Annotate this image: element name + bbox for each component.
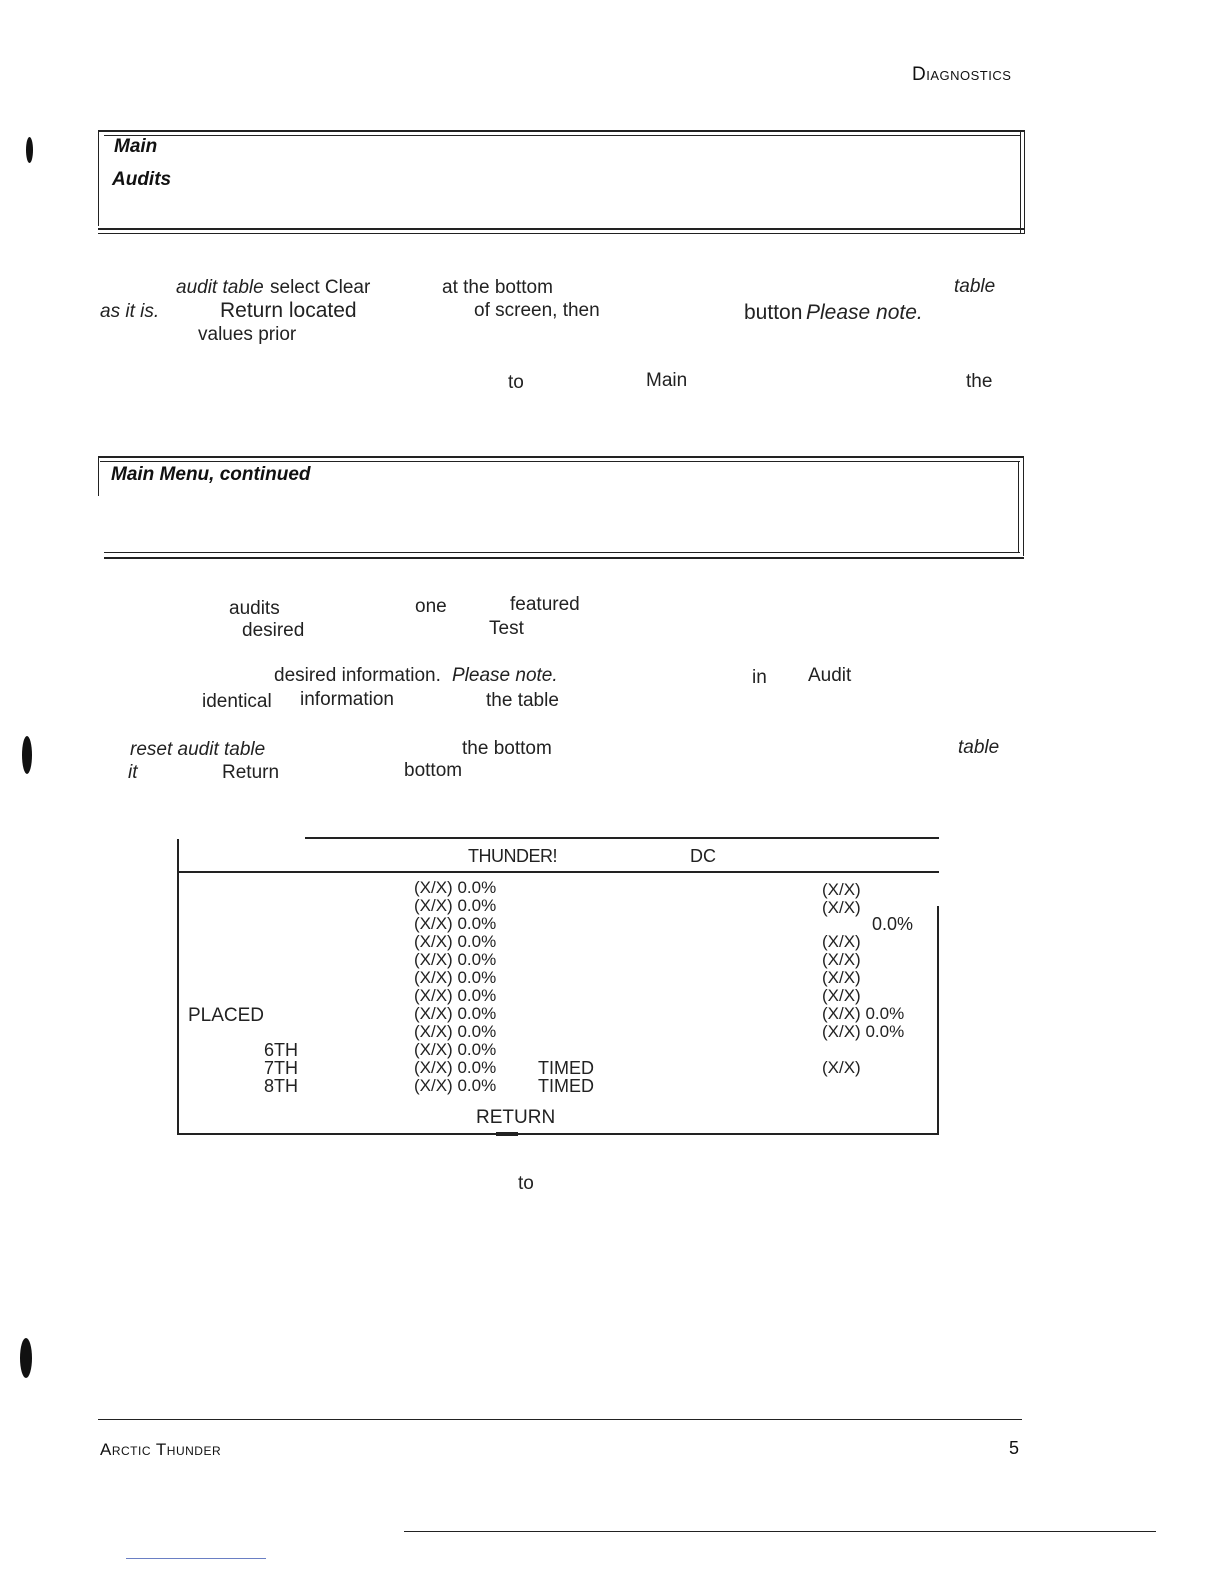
punch-mark	[20, 1338, 32, 1378]
text-fragment: featured	[510, 594, 580, 615]
table-cell: (X/X)	[822, 1058, 861, 1077]
text-fragment: it	[128, 762, 138, 783]
text-fragment: desired information.	[274, 665, 441, 686]
table-cell: (X/X) 0.0%	[414, 1004, 497, 1023]
table-cell: (X/X) 0.0%	[414, 914, 497, 933]
timed-label: TIMED	[538, 1076, 594, 1096]
table-cell: (X/X) 0.0%	[822, 1022, 905, 1041]
text-fragment: one	[415, 596, 447, 617]
table-cell: (X/X) 0.0%	[414, 1040, 497, 1059]
text-fragment: to	[508, 372, 524, 393]
place-label-8th: 8TH	[264, 1076, 299, 1096]
text-fragment: the table	[486, 690, 559, 711]
place-label-7th: 7TH	[264, 1058, 299, 1078]
table-cell: (X/X) 0.0%	[414, 950, 497, 969]
text-fragment: audits	[229, 598, 280, 619]
text-fragment: audit table	[176, 277, 264, 298]
table-cell: (X/X) 0.0%	[414, 932, 497, 951]
text-fragment: identical	[202, 691, 272, 712]
text-fragment: the bottom	[462, 738, 552, 759]
text-fragment: button	[744, 301, 803, 324]
footer-title: Arctic Thunder	[100, 1440, 222, 1459]
timed-label: TIMED	[538, 1058, 594, 1078]
table-cell: (X/X) 0.0%	[414, 1058, 497, 1077]
text-fragment: information	[300, 689, 394, 710]
text-fragment: Return located	[220, 299, 357, 322]
table-cell: (X/X)	[822, 986, 861, 1005]
text-fragment: Audit	[808, 665, 852, 686]
text-fragment: select Clear	[270, 277, 371, 298]
table-cell: (X/X) 0.0%	[822, 1004, 905, 1023]
scan-edge-line	[404, 1531, 1156, 1532]
punch-mark	[26, 137, 33, 163]
page-header-title: Diagnostics	[912, 64, 1012, 85]
text-fragment: Return	[222, 762, 280, 783]
table-cell: (X/X) 0.0%	[414, 1076, 497, 1095]
text-fragment: Main	[646, 370, 688, 391]
text-fragment: at the bottom	[442, 277, 553, 298]
box2-title: Main Menu, continued	[111, 464, 311, 485]
box1-line2: Audits	[112, 169, 172, 190]
page-number: 5	[1009, 1438, 1020, 1458]
text-fragment: the	[966, 371, 993, 392]
return-button[interactable]: RETURN	[476, 1107, 556, 1128]
table-header-dc: DC	[690, 846, 716, 866]
table-header-thunder: THUNDER!	[468, 846, 557, 866]
placed-label: PLACED	[188, 1005, 265, 1026]
text-fragment: reset audit table	[130, 739, 266, 760]
table-cell: (X/X)	[822, 968, 861, 987]
table-cell: (X/X)	[822, 950, 861, 969]
text-fragment: Please note.	[452, 665, 558, 686]
footer-rule	[98, 1419, 1022, 1420]
text-fragment: in	[752, 667, 767, 688]
text-fragment: as it is.	[100, 301, 160, 322]
text-fragment: Please note.	[806, 301, 923, 324]
text-fragment: desired	[242, 620, 305, 641]
text-fragment: table	[958, 737, 1000, 758]
box1-line1: Main	[114, 136, 158, 157]
text-fragment: table	[954, 276, 996, 297]
table-cell: (X/X) 0.0%	[414, 896, 497, 915]
table-cell: (X/X) 0.0%	[414, 1022, 497, 1041]
table-cell: (X/X) 0.0%	[414, 968, 497, 987]
table-cell: (X/X) 0.0%	[414, 878, 497, 897]
table-cell: (X/X)	[822, 898, 861, 917]
table-cell: (X/X)	[822, 880, 861, 899]
text-fragment: bottom	[404, 760, 463, 781]
text-fragment: values prior	[198, 324, 297, 345]
text-fragment: of screen, then	[474, 300, 600, 321]
text-fragment: Test	[489, 618, 524, 639]
place-label-6th: 6TH	[264, 1040, 299, 1060]
table-cell: 0.0%	[872, 914, 914, 934]
table-cell: (X/X)	[822, 932, 861, 951]
scan-edge-line	[126, 1558, 266, 1559]
table-cell: (X/X) 0.0%	[414, 986, 497, 1005]
text-fragment: to	[518, 1173, 534, 1194]
punch-mark	[22, 736, 32, 774]
